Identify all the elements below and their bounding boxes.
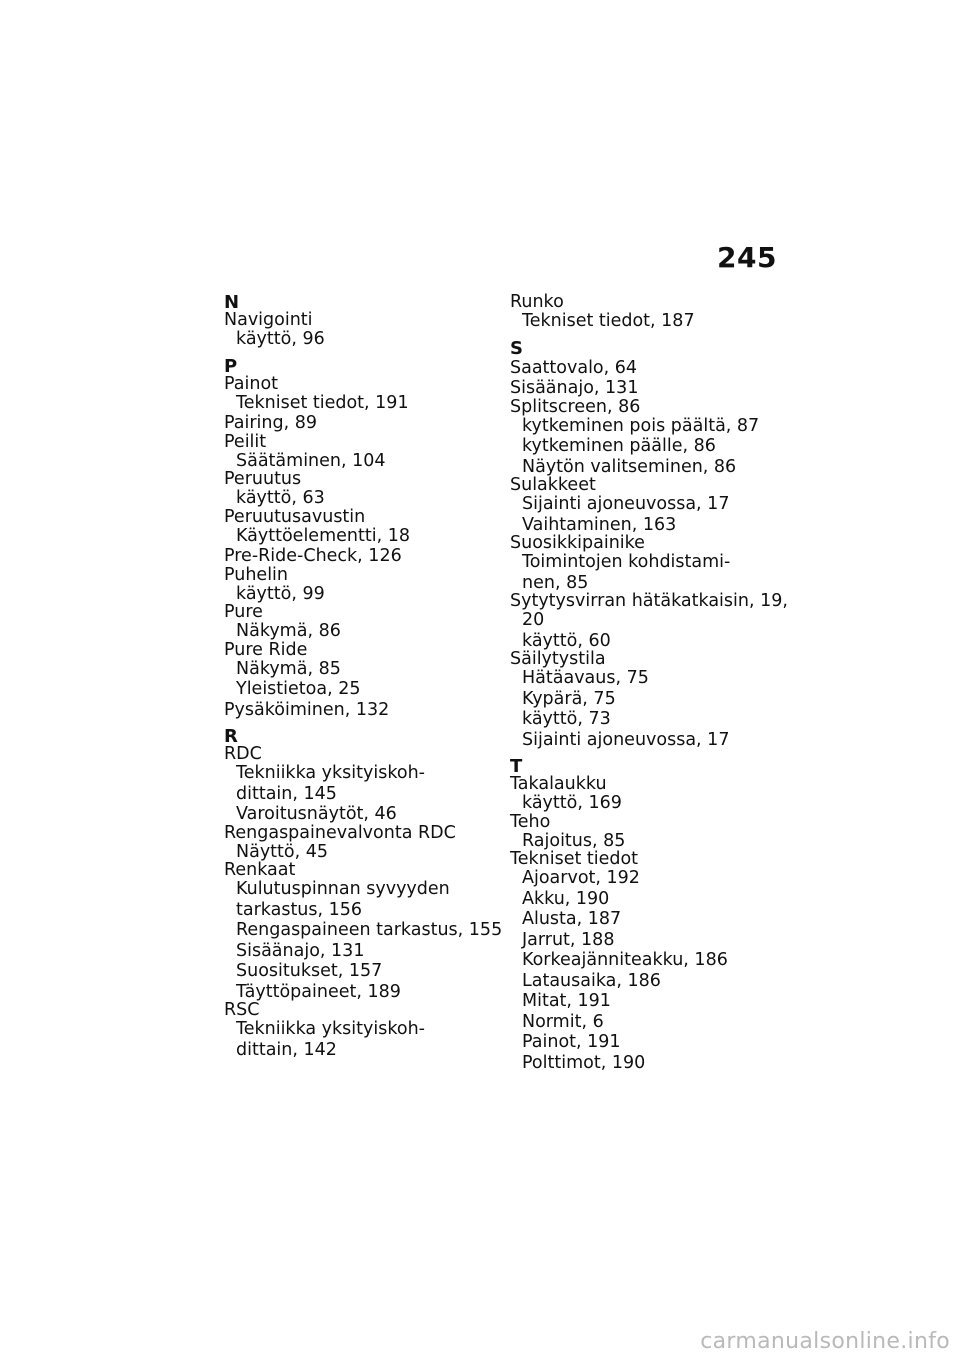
index-subentry: Kulutuspinnan syvyyden	[236, 879, 450, 899]
index-subentry: tarkastus, 156	[236, 899, 363, 920]
index-subentry: Tekniset tiedot, 187	[522, 311, 695, 331]
index-subentry: käyttö, 169	[522, 793, 622, 813]
page-number: 245	[717, 241, 777, 274]
index-subentry: Latausaika, 186	[522, 970, 661, 991]
index-term: Peruutusavustin	[224, 506, 366, 527]
index-subentry: Tekniset tiedot, 191	[236, 392, 409, 413]
index-term: Suosikkipainike	[510, 533, 645, 553]
index-subentry: Vaihtaminen, 163	[522, 514, 677, 535]
index-subentry: Käyttöelementti, 18	[236, 525, 410, 546]
index-entry	[510, 396, 790, 478]
index-subentry: nen, 85	[522, 572, 589, 593]
index-subentry: käyttö, 96	[236, 329, 325, 349]
index-term: Sisäänajo, 131	[510, 378, 639, 398]
index-subentry: Näkymä, 85	[236, 658, 341, 679]
index-subentry: Tekniikka yksityiskoh-	[236, 1019, 425, 1039]
index-term: Sytytysvirran hätäkatkaisin, 19,	[510, 591, 788, 611]
index-subentry: kytkeminen päälle, 86	[522, 436, 716, 456]
index-subentry: Näytön valitseminen, 86	[522, 456, 737, 477]
index-subentry: dittain, 142	[236, 1039, 337, 1060]
index-term: Splitscreen, 86	[510, 396, 641, 417]
index-subentry: käyttö, 73	[522, 709, 611, 729]
index-subentry: Mitat, 191	[522, 991, 611, 1011]
section-letter: R	[224, 726, 238, 747]
index-entry	[224, 1002, 504, 1060]
index-term: Pre-Ride-Check, 126	[224, 546, 402, 566]
index-term: Rengaspainevalvonta RDC	[224, 822, 456, 843]
index-subentry: Hätäavaus, 75	[522, 668, 649, 688]
section-letter: T	[510, 756, 523, 777]
index-subentry: Akku, 190	[522, 888, 610, 909]
index-entry	[224, 746, 504, 825]
index-section	[224, 294, 504, 350]
index-subentry: Täyttöpaineet, 189	[236, 981, 401, 1002]
index-entry	[224, 700, 504, 721]
index-section	[510, 337, 790, 751]
index-entry	[224, 471, 504, 509]
section-letter: S	[510, 337, 523, 359]
index-entry	[224, 639, 504, 700]
index-entry	[224, 822, 504, 863]
index-section	[224, 355, 504, 721]
index-subentry: Varoitusnäytöt, 46	[236, 804, 397, 824]
index-entry	[224, 373, 504, 414]
index-term: Peilit	[224, 431, 267, 452]
index-entry	[224, 862, 504, 1002]
index-entry	[510, 477, 790, 535]
index-section	[510, 758, 790, 1073]
index-entry	[510, 294, 790, 332]
index-entry	[510, 593, 790, 651]
index-term: Runko	[510, 292, 564, 312]
index-entry	[224, 431, 504, 472]
index-subentry: dittain, 145	[236, 783, 337, 804]
index-term: Tekniset tiedot	[510, 849, 639, 869]
index-column-left	[224, 294, 504, 1060]
index-term: Painot	[224, 373, 279, 394]
index-subentry: Tekniikka yksityiskoh-	[236, 763, 425, 783]
index-term: Puhelin	[224, 564, 289, 585]
index-term: Pysäköiminen, 132	[224, 699, 390, 720]
index-subentry: Normit, 6	[522, 1011, 604, 1032]
index-term: Sulakkeet	[510, 475, 596, 495]
index-subentry: Rengaspaineen tarkastus, 155	[236, 920, 503, 940]
index-term: Saattovalo, 64	[510, 357, 638, 378]
index-subentry: Näkymä, 86	[236, 621, 341, 641]
index-entry	[510, 811, 790, 852]
index-section	[510, 294, 790, 332]
index-column-right	[510, 294, 790, 1073]
index-subentry: Polttimot, 190	[522, 1052, 646, 1073]
index-term: Peruutus	[224, 469, 302, 489]
index-entry	[510, 358, 790, 379]
index-subentry: Jarrut, 188	[522, 929, 615, 950]
index-subentry: Kypärä, 75	[522, 688, 616, 709]
index-term: Renkaat	[224, 860, 296, 880]
index-subentry: käyttö, 60	[522, 630, 611, 651]
index-entry	[224, 312, 504, 350]
watermark: carmanualsonline.info	[700, 1329, 950, 1354]
index-subentry: Rajoitus, 85	[522, 830, 626, 851]
index-subentry: Korkeajänniteakku, 186	[522, 950, 728, 970]
index-subentry: Sijainti ajoneuvossa, 17	[522, 494, 730, 514]
index-subentry: 20	[522, 610, 545, 630]
index-entry	[510, 535, 790, 593]
index-subentry: Painot, 191	[522, 1032, 621, 1052]
index-subentry: käyttö, 63	[236, 488, 325, 508]
section-letter: N	[224, 292, 240, 313]
index-term: RDC	[224, 744, 262, 764]
index-term: RSC	[224, 1000, 260, 1020]
index-subentry: kytkeminen pois päältä, 87	[522, 415, 760, 436]
index-subentry: Näyttö, 45	[236, 841, 328, 862]
index-term: Teho	[510, 811, 551, 832]
index-term: Pure Ride	[224, 639, 308, 660]
index-entry	[224, 564, 504, 605]
section-letter: P	[224, 355, 238, 377]
index-entry	[510, 651, 790, 750]
index-subentry: Suositukset, 157	[236, 961, 383, 981]
index-subentry: käyttö, 99	[236, 583, 325, 604]
index-entry	[224, 546, 504, 567]
index-subentry: Sisäänajo, 131	[236, 940, 365, 961]
index-term: Säilytystila	[510, 649, 606, 669]
index-subentry: Sijainti ajoneuvossa, 17	[522, 729, 730, 750]
index-term: Takalaukku	[510, 774, 607, 794]
index-entry	[510, 776, 790, 814]
index-subentry: Alusta, 187	[522, 909, 622, 929]
index-entry	[224, 413, 504, 434]
index-entry	[224, 604, 504, 642]
index-entry	[510, 851, 790, 1073]
index-entry	[510, 378, 790, 399]
index-term: Navigointi	[224, 310, 313, 330]
index-subentry: Ajoarvot, 192	[522, 868, 640, 888]
index-term: Pairing, 89	[224, 413, 318, 433]
index-term: Pure	[224, 602, 263, 622]
index-subentry: Toimintojen kohdistami-	[522, 552, 731, 572]
index-section	[224, 728, 504, 1060]
index-subentry: Yleistietoa, 25	[236, 679, 361, 699]
index-subentry: Säätäminen, 104	[236, 450, 386, 471]
index-entry	[224, 506, 504, 547]
